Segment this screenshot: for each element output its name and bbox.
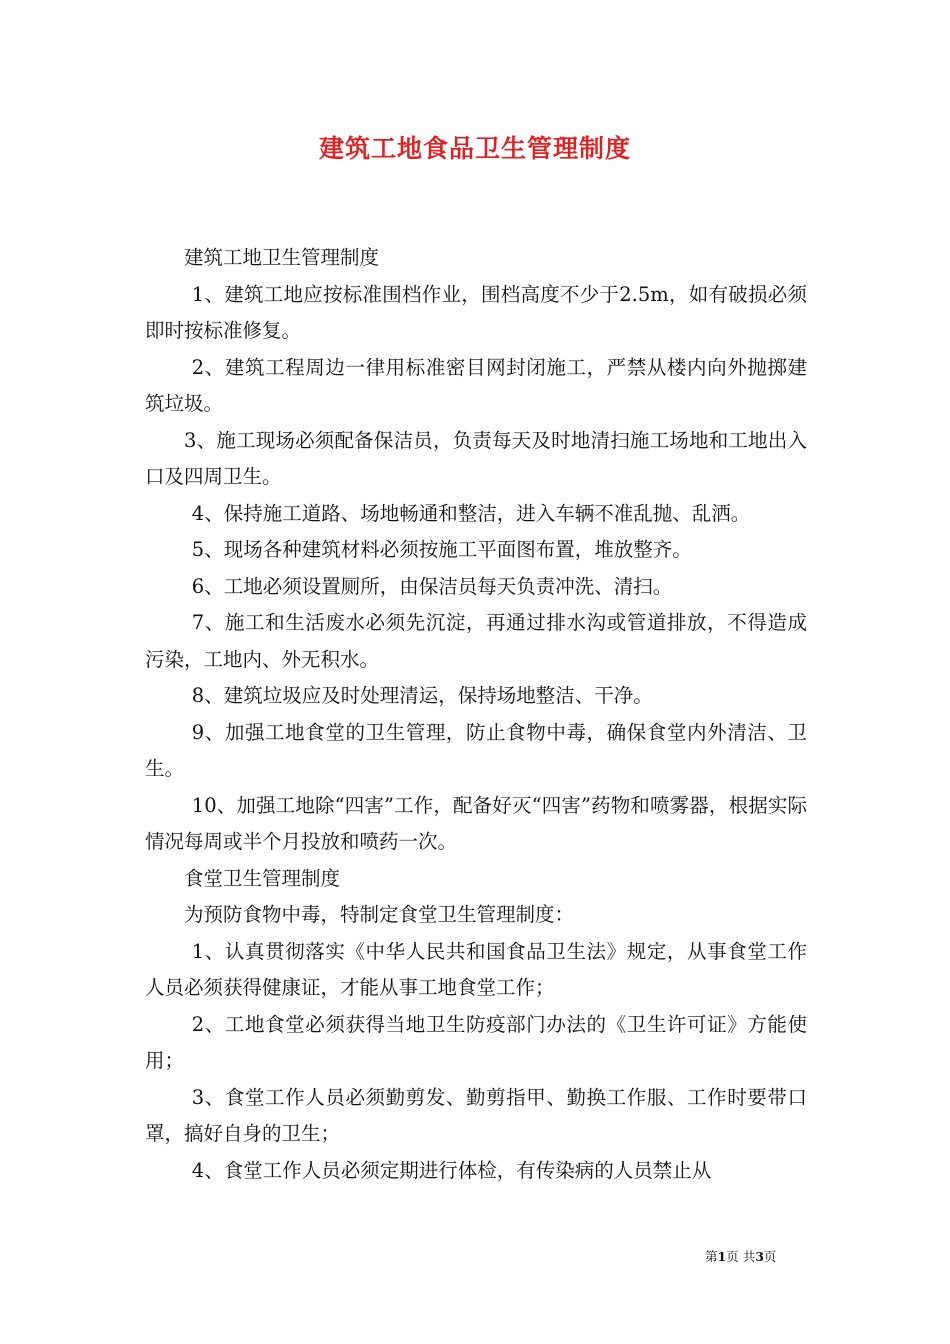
- site-rule-7: 7、施工和生活废水必须先沉淀，再通过排水沟或管道排放，不得造成污染，工地内、外无积水。: [145, 611, 807, 671]
- document-title: 建筑工地食品卫生管理制度: [318, 134, 631, 163]
- canteen-rule-3: 3、食堂工作人员必须勤剪发、勤剪指甲、勤换工作服、工作时要带口罩，搞好自身的卫生；: [145, 1085, 807, 1145]
- site-rule-10: 10、加强工地除“四害”工作，配备好灭“四害”药物和喷雾器，根据实际情况每周或半个月投放和喷药一次。: [145, 793, 807, 853]
- site-rule-6: 6、工地必须设置厕所，由保洁员每天负责冲洗、清扫。: [191, 574, 673, 598]
- site-rule-2: 2、建筑工程周边一律用标准密目网封闭施工，严禁从楼内向外抛掷建筑垃圾。: [145, 355, 807, 415]
- footer-middle: 页 共: [726, 1249, 756, 1264]
- site-rule-9: 9、加强工地食堂的卫生管理，防止食物中毒，确保食堂内外清洁、卫生。: [145, 720, 807, 780]
- page-footer: [705, 1248, 815, 1266]
- site-rule-8: 8、建筑垃圾应及时处理清运，保持场地整洁、干净。: [191, 684, 653, 707]
- canteen-rule-1: 1、认真贯彻落实《中华人民共和国食品卫生法》规定，从事食堂工作人员必须获得健康证，才能从事工地食堂工作；: [145, 939, 807, 999]
- canteen-rule-4: 4、食堂工作人员必须定期进行体检，有传染病的人员禁止从: [191, 1158, 712, 1182]
- footer-prefix: 第: [705, 1249, 718, 1264]
- footer-current-page: 1: [717, 1249, 727, 1264]
- site-rule-3: 3、施工现场必须配备保洁员，负责每天及时地清扫施工场地和工地出入口及四周卫生。: [145, 428, 807, 488]
- site-rule-4: 4、保持施工道路、场地畅通和整洁，进入车辆不准乱抛、乱洒。: [191, 501, 751, 525]
- canteen-rule-2: 2、工地食堂必须获得当地卫生防疫部门办法的《卫生许可证》方能使用；: [145, 1012, 807, 1072]
- site-rule-1: 1、建筑工地应按标准围档作业，围档高度不少于2.5m，如有破损必须即时按标准修复。: [145, 282, 807, 342]
- document-body: [145, 240, 807, 1189]
- site-rule-5: 5、现场各种建筑材料必须按施工平面图布置，堆放整齐。: [191, 538, 692, 561]
- section-heading-site-hygiene: 建筑工地卫生管理制度: [184, 246, 380, 269]
- footer-total-pages: 3: [755, 1249, 764, 1264]
- footer-suffix: 页: [763, 1249, 777, 1264]
- section-heading-canteen-hygiene: 食堂卫生管理制度: [184, 866, 341, 890]
- canteen-intro: 为预防食物中毒，特制定食堂卫生管理制度：: [184, 903, 575, 926]
